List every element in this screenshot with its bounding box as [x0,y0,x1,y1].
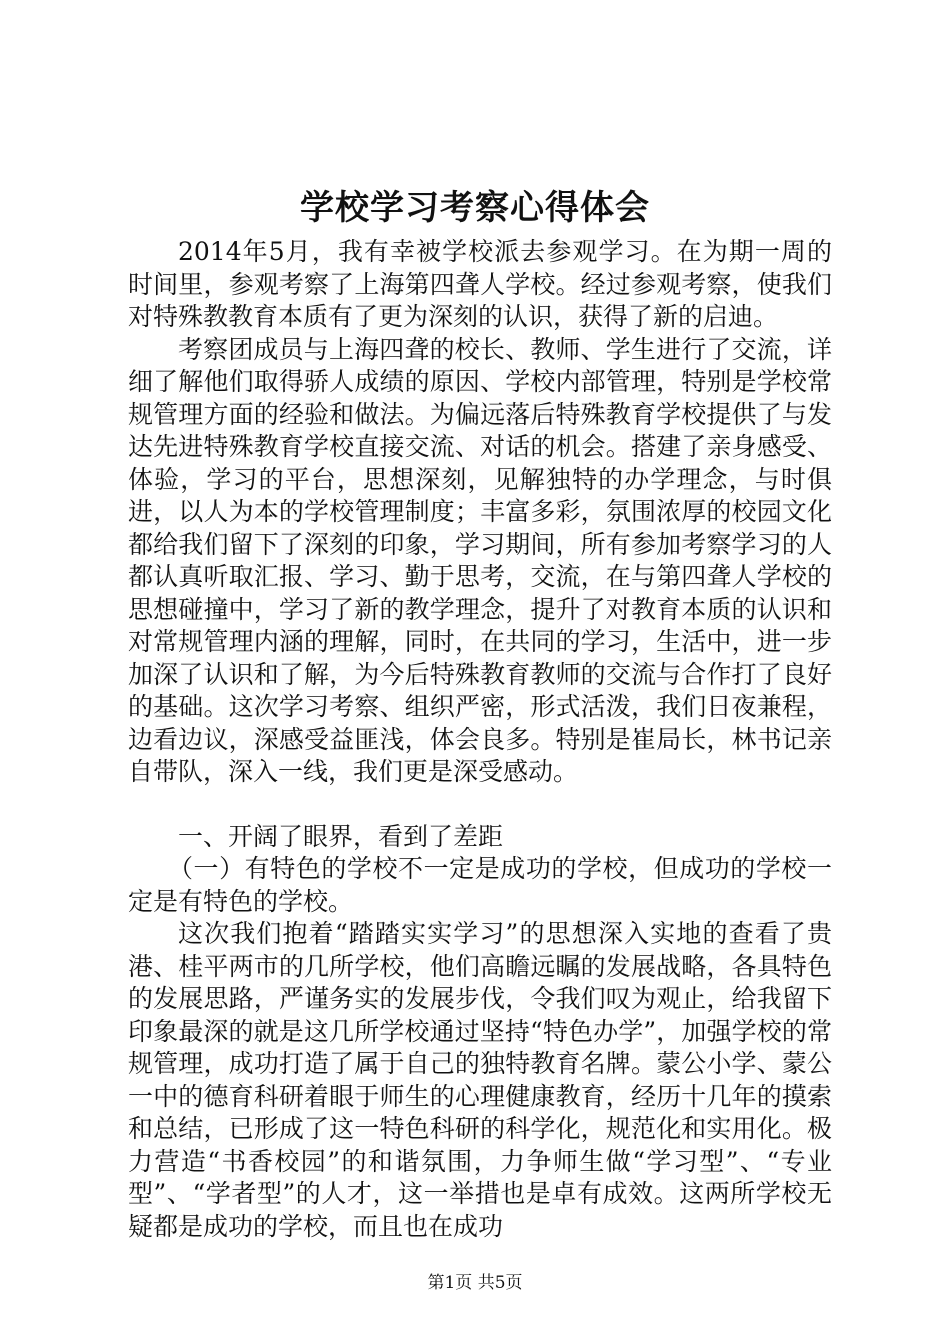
document-body [128,236,832,1243]
page-footer: 第1页 共5页 [427,1273,523,1293]
section-heading-1: 一、开阔了眼界，看到了差距 [178,821,504,851]
paragraph-intro: 2014年5月，我有幸被学校派去参观学习。在为期一周的时间里，参观考察了上海第四聋人学校。经过参观考察，使我们对特殊教教育本质有了更为深刻的认识，获得了新的启迪。 [128,237,832,331]
document-title: 学校学习考察心得体会 [300,188,650,228]
paragraph-exchange: 考察团成员与上海四聋的校长、教师、学生进行了交流，详细了解他们取得骄人成绩的原因、学校内部管理，特别是学校常规管理方面的经验和做法。为偏远落后特殊教育学校提供了与发达先进特殊教育学校直接交流、对话的机会。搭建了亲身感受、体验，学习的平台，思想深刻，见解独特的办学理念，与时俱进，以人为本的学校管理制度；丰富多彩，氛围浓厚的校园文化都给我们留下了深刻的印象，学习期间，所有参加考察学习的人都认真听取汇报、学习、勤于思考，交流，在与第四聋人学校的思想碰撞中，学习了新的教学理念，提升了对教育本质的认识和对常规管理内涵的理解，同时，在共同的学习，生活中，进一步加深了认识和了解，为今后特殊教育教师的交流与合作打了良好的基础。这次学习考察、组织严密，形式活泼，我们日夜兼程，边看边议，深感受益匪浅，体会良多。特别是崔局长，林书记亲自带队，深入一线，我们更是深受感动。 [128,334,832,786]
subsection-heading-1: （一）有特色的学校不一定是成功的学校，但成功的学校一定是有特色的学校。 [128,854,832,916]
paragraph-visit: 这次我们抱着“踏踏实实学习”的思想深入实地的查看了贵港、桂平两市的几所学校，他们高瞻远瞩的发展战略，各具特色的发展思路，严谨务实的发展步伐，令我们叹为观止，给我留下印象最深的就是这几所学校通过坚持“特色办学”，加强学校的常规管理，成功打造了属于自己的独特教育名牌。蒙公小学、蒙公一中的德育科研着眼于师生的心理健康教育，经历十几年的摸索和总结，已形成了这一特色科研的科学化，规范化和实用化。极力营造“书香校园”的和谐氛围，力争师生做“学习型”、“专业型”、“学者型”的人才，这一举措也是卓有成效。这两所学校无疑都是成功的学校，而且也在成功 [128,919,832,1241]
